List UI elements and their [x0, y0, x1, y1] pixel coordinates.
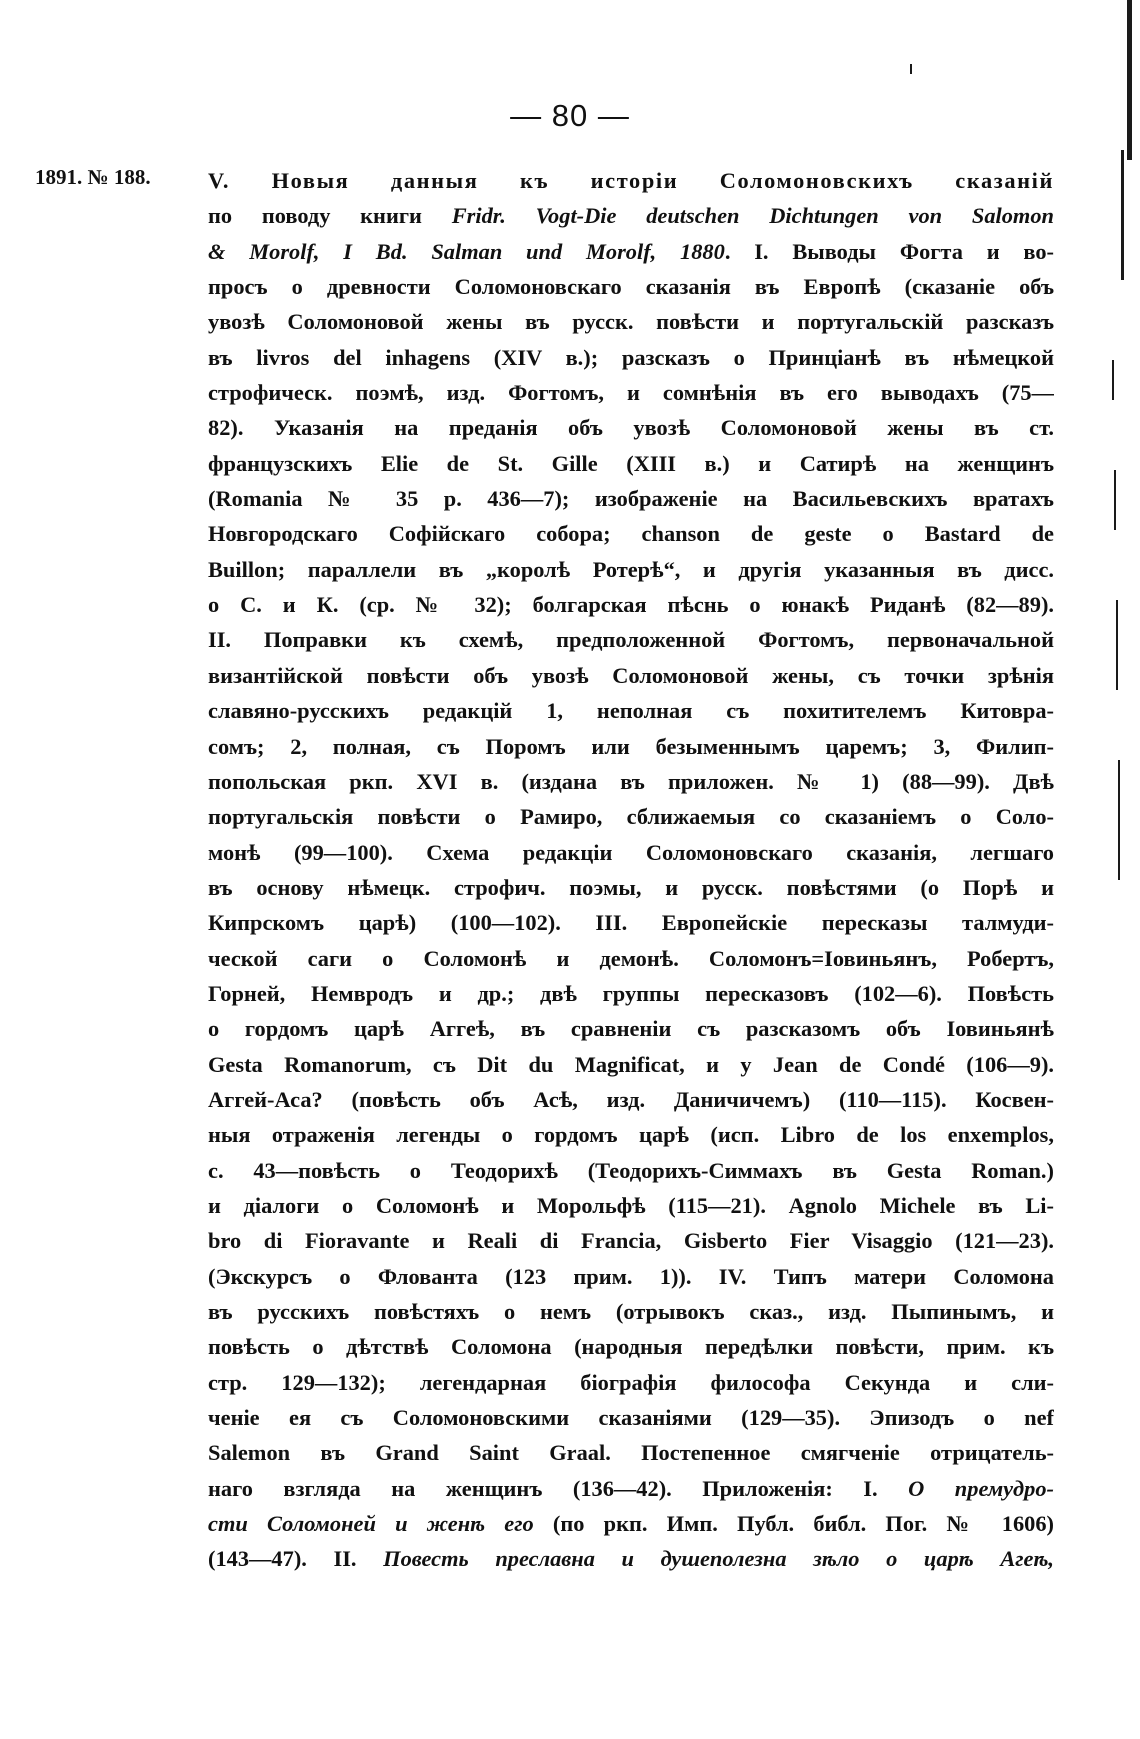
text-line [208, 410, 1054, 445]
text-segment: Gesta Romanorum, съ Dit du Magnificat, и у Jean de Condé (106—9). [208, 1051, 1054, 1077]
text-line [208, 1435, 1054, 1470]
text-line [208, 1400, 1054, 1435]
text-line [208, 1011, 1054, 1046]
text-segment: ныя отраженія легенды о гордомъ царѣ (исп. Libro de los enxemplos, [208, 1122, 1054, 1148]
text-segment: о С. и К. (ср. № 32); болгарская пѣснь о юнакѣ Риданѣ (82—89). [208, 592, 1054, 618]
text-segment: Аггей-Аса? (повѣсть объ Асѣ, изд. Даничичемъ) (110—115). Косвен- [208, 1086, 1054, 1112]
text-segment: (143—47). II. [208, 1546, 384, 1572]
text-line [208, 941, 1054, 976]
text-line [208, 446, 1054, 481]
text-line [208, 1365, 1054, 1400]
text-line [208, 1541, 1054, 1576]
text-segment: Salemon въ Grand Saint Graal. Постепенное смягченіе отрицатель- [208, 1440, 1054, 1466]
text-segment: наго взгляда на женщинъ (136—42). Приложенія: I. [208, 1475, 909, 1501]
scan-edge-mark [1127, 0, 1132, 160]
text-line [208, 234, 1054, 269]
text-segment: . I. Выводы Фогта и во- [724, 238, 1054, 264]
text-line [208, 1188, 1054, 1223]
text-segment: Горней, Немвродъ и др.; двѣ группы пересказовъ (102—6). Повѣсть [208, 980, 1054, 1006]
text-line [208, 587, 1054, 622]
text-segment: попольская ркп. XVI в. (издана въ приложен. № 1) (88—99). Двѣ [208, 768, 1054, 794]
entry-text [208, 163, 1054, 1577]
text-line [208, 1223, 1054, 1258]
text-segment: Кипрскомъ царѣ) (100—102). III. Европейскіе пересказы талмуди- [208, 910, 1054, 936]
text-segment: въ livros del inhagens (XIV в.); разсказъ о Принціанѣ въ нѣмецкой [208, 344, 1054, 370]
text-segment: 82). Указанія на преданія объ увозѣ Соломоновой жены въ ст. [208, 415, 1054, 441]
page-number: — 80 — [510, 98, 630, 133]
scan-edge-mark [1118, 760, 1120, 880]
text-line [208, 1153, 1054, 1188]
text-segment: ченіе ея съ Соломоновскими сказаніями (129—35). Эпизодъ о nef [208, 1405, 1054, 1431]
text-segment: сомъ; 2, полная, съ Поромъ или безыменнымъ царемъ; 3, Филип- [208, 733, 1054, 759]
text-line [208, 552, 1054, 587]
text-line [208, 835, 1054, 870]
text-segment: V. Новыя данныя къ исторіи Соломоновскихъ сказаній [208, 168, 1054, 193]
text-line [208, 198, 1054, 233]
scan-edge-mark [1112, 360, 1114, 400]
text-segment: монѣ (99—100). Схема редакціи Соломоновскаго сказанія, легшаго [208, 839, 1054, 865]
text-segment: въ русскихъ повѣстяхъ о немъ (отрывокъ сказ., изд. Пыпинымъ, и [208, 1299, 1054, 1324]
text-segment: въ основу нѣмецк. строфич. поэмы, и русск. повѣстями (о Порѣ и [208, 874, 1054, 900]
scan-edge-mark [1114, 470, 1116, 530]
text-line [208, 729, 1054, 764]
text-segment: Новгородскаго Софійскаго собора; chanson de geste o Bastard de [208, 521, 1054, 547]
text-line [208, 905, 1054, 940]
text-line [208, 658, 1054, 693]
scan-edge-mark [1121, 150, 1124, 280]
text-segment: ческой саги о Соломонѣ и демонѣ. Соломонъ=Іовиньянъ, Робертъ, [208, 945, 1054, 971]
text-line [208, 304, 1054, 339]
italic-segment: сти Соломоней и женѣ его [208, 1511, 534, 1537]
text-line [208, 1471, 1054, 1506]
text-line [208, 1047, 1054, 1082]
text-line [208, 481, 1054, 516]
text-line [208, 340, 1054, 375]
text-segment: строфическ. поэмѣ, изд. Фогтомъ, и сомнѣнія въ его выводахъ (75— [208, 380, 1054, 406]
bibliography-reference: 1891. № 188. [35, 165, 151, 189]
text-line [208, 870, 1054, 905]
italic-segment: & Morolf, I Bd. Salman und Morolf, 1880 [208, 238, 725, 264]
text-segment: c. 43—повѣсть о Теодорихѣ (Теодорихъ-Симмахъ въ Gesta Roman.) [208, 1157, 1054, 1183]
text-line [208, 516, 1054, 551]
text-segment: (Экскурсъ о Флованта (123 прим. 1)). IV. Типъ матери Соломона [208, 1263, 1054, 1289]
text-segment: византійской повѣсти объ увозѣ Соломоновой жены, съ точки зрѣнія [208, 662, 1054, 688]
text-segment: повѣсть о дѣтствѣ Соломона (народныя передѣлки повѣсти, прим. къ [208, 1334, 1054, 1360]
text-segment: просъ о древности Соломоновскаго сказанія въ Европѣ (сказаніе объ [208, 274, 1054, 300]
italic-segment: О премудро- [908, 1475, 1054, 1501]
text-line [208, 1329, 1054, 1364]
text-segment: (по ркп. Имп. Публ. библ. Пог. № 1606) [533, 1511, 1054, 1537]
text-line [208, 764, 1054, 799]
text-line [208, 1294, 1054, 1329]
text-line [208, 1117, 1054, 1152]
text-line [208, 976, 1054, 1011]
text-line [208, 693, 1054, 728]
text-line [208, 622, 1054, 657]
text-segment: (Romania № 35 p. 436—7); изображеніе на Васильевскихъ вратахъ [208, 486, 1054, 512]
text-segment: увозѣ Соломоновой жены въ русск. повѣсти и португальскій разсказъ [208, 309, 1054, 335]
text-line [208, 269, 1054, 304]
scan-edge-mark [910, 64, 912, 74]
text-line [208, 1506, 1054, 1541]
text-segment: стр. 129—132); легендарная біографія философа Секунда и сли- [208, 1369, 1054, 1395]
text-segment: II. Поправки къ схемѣ, предположенной Фогтомъ, первоначальной [208, 627, 1054, 653]
text-line [208, 1259, 1054, 1294]
text-line [208, 375, 1054, 410]
text-line [208, 1082, 1054, 1117]
text-segment: Buillon; параллели въ „королѣ Ротерѣ“, и другія указанныя въ дисс. [208, 556, 1054, 582]
text-segment: славяно-русскихъ редакцій 1, неполная съ похитителемъ Китовра- [208, 698, 1054, 724]
text-segment: и діалоги о Соломонѣ и Морольфѣ (115—21). Agnolo Michele въ Li- [208, 1192, 1054, 1218]
text-segment: португальскія повѣсти о Рамиро, сближаемыя со сказаніемъ о Соло- [208, 804, 1054, 830]
italic-segment: Fridr. Vogt-Die deutschen Dichtungen von Salomon [451, 203, 1054, 229]
text-segment: bro di Fioravante и Reali di Francia, Gisberto Fier Visaggio (121—23). [208, 1228, 1054, 1254]
text-line [208, 163, 1054, 198]
text-segment: о гордомъ царѣ Аггеѣ, въ сравненіи съ разсказомъ объ Іовиньянѣ [208, 1016, 1054, 1042]
text-segment: французскихъ Elie de St. Gille (XIII в.) и Сатирѣ на женщинъ [208, 450, 1054, 476]
scan-edge-mark [1116, 600, 1118, 690]
italic-segment: Повесть преславна и душеполезна зѣло о царѣ Агеѣ, [383, 1546, 1054, 1572]
text-segment: по поводу книги [208, 203, 452, 229]
text-line [208, 799, 1054, 834]
